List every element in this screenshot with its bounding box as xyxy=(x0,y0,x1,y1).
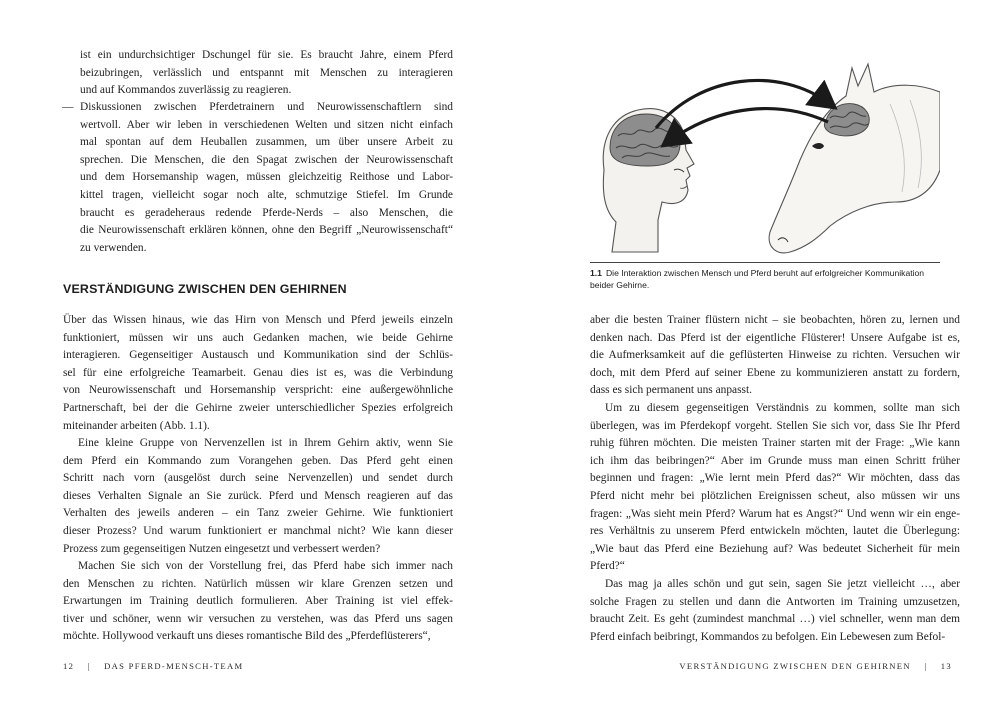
left-footer xyxy=(63,661,243,671)
text-line: dieser Prozess? Und warum funktioniert er manchmal nicht? Wie kann dieser xyxy=(63,524,453,537)
text-line: ich ihm das beibringen?“ Aber im Grunde muss man einen Schritt früher xyxy=(590,454,960,467)
arrow-horse-to-human xyxy=(668,109,828,142)
figure-illustration xyxy=(590,52,940,262)
text-line: Über das Wissen hinaus, wie das Hirn von Mensch und Pferd jeweils einzeln xyxy=(63,314,453,326)
page-number: 12 xyxy=(63,661,75,671)
text-line: fragen: „Was sieht mein Pferd? Warum hat es Angst?“ Und wenn wir ein enge- xyxy=(590,507,960,520)
text-line: miteinander arbeiten (Abb. 1.1). xyxy=(63,419,210,432)
text-line: Diskussionen zwischen Pferdetrainern und Neurowissenschaftlern sind xyxy=(80,101,453,113)
footer-separator: | xyxy=(87,661,91,671)
figure-caption xyxy=(590,267,950,292)
body-paragraph-1 xyxy=(63,312,453,435)
right-page xyxy=(504,0,1008,713)
text-line: beginnen und fragen: „Wie lernt mein Pferd das?“ Wir möchten, dass das xyxy=(590,472,960,485)
text-line: und auf Kommandos zuverlässig zu reagieren. xyxy=(80,84,292,97)
dash-item-text xyxy=(80,99,453,257)
text-line: den Menschen zu richten. Natürlich müssen wir klare Grenzen setzen und xyxy=(63,577,453,590)
caption-text: Die Interaktion zwischen Mensch und Pferd beruht auf erfolgreicher Kommunikation beider Gehirne. xyxy=(590,268,925,291)
text-line: Machen Sie sich von der Vorstellung frei, das Pferd habe sich immer nach xyxy=(78,560,453,572)
body-paragraph-4 xyxy=(590,312,960,400)
text-line: tiver und schöner, wenn wir versuchen zu verstehen, was das Pferd uns sagen xyxy=(63,612,453,625)
text-line: Erwartungen im Training deutlich formulieren. Aber Training ist viel effek- xyxy=(63,595,453,608)
text-line: Das mag ja alles schön und gut sein, sagen Sie jetzt vielleicht …, aber xyxy=(605,578,960,590)
body-paragraph-5 xyxy=(590,400,960,576)
page-number: 13 xyxy=(940,661,952,671)
text-line: dem Pferd ein Kommando zum Vorangehen geben. Das Pferd geht einen xyxy=(63,454,453,467)
text-line: solche Fragen zu stellen und dann die Antworten im Training umzusetzen, xyxy=(590,595,960,608)
dash-bullet: — xyxy=(62,101,74,113)
text-line: wertvoll. Aber wir leben in verschiedenen Welten und sitzen nicht einfach xyxy=(80,118,453,131)
text-line: ruhig führen möchten. Die meisten Trainer starten mit der Frage: „Wie kann xyxy=(590,437,960,450)
text-line: aber die besten Trainer flüstern nicht – sie beobachten, hören zu, lernen und xyxy=(590,314,960,326)
text-line: möchte. Hollywood verkauft uns dieses romantische Bild des „Pferdeflüsterers“, xyxy=(63,630,431,643)
text-line: überlegen, was im Pferdekopf vorgeht. Stellen Sie sich vor, dass Sie Ihr Pferd xyxy=(590,419,960,432)
intro-paragraph xyxy=(80,47,453,100)
text-line: Pferd einfach beibringt, Kommandos zu befolgen. Ein Lebewesen zum Befol- xyxy=(590,630,946,643)
text-line: „Wie baut das Pferd eine Beziehung auf? Was bedeutet Sicherheit für mein xyxy=(590,542,960,555)
caption-number: 1.1 xyxy=(590,268,602,278)
text-line: Partnerschaft, bei der die Gehirne zweier unterschiedlicher Spezies erfolgreich xyxy=(63,401,453,414)
human-head-icon xyxy=(603,109,694,252)
body-paragraph-2 xyxy=(63,435,453,558)
text-line: mal spontan auf dem Heuballen zusammen, um über unsere Arbeit zu xyxy=(80,136,453,149)
text-line: Eine kleine Gruppe von Nervenzellen ist in Ihrem Gehirn aktiv, wenn Sie xyxy=(78,437,453,449)
text-line: Um zu diesem gegenseitigen Verständnis zu kommen, sollte man sich xyxy=(605,402,960,414)
text-line: sprechen. Die Menschen, die den Spagat zwischen der Neurowissenschaft xyxy=(80,153,453,166)
text-line: Schritt nach vorn (ausgelöst durch seine Nervenzellen) und sendet durch xyxy=(63,472,453,485)
text-line: Pferd?“ xyxy=(590,560,625,573)
figure-rule xyxy=(590,262,940,263)
text-line: funktioniert, müssen wir uns auch Gedanken machen, wie beide Gehirne xyxy=(63,331,453,344)
text-line: doch, mit dem Pferd auf seiner Ebene zu kommunizieren anstatt zu fordern, xyxy=(590,366,960,379)
section-heading: VERSTÄNDIGUNG ZWISCHEN DEN GEHIRNEN xyxy=(63,282,347,296)
body-paragraph-3 xyxy=(63,558,453,646)
text-line: interagieren. Gegenseitiger Austausch und Kommunikation sind der Schlüs- xyxy=(63,349,453,362)
text-line: Verhalten des jeweils anderen – ein Tanz zweier Gehirne. Wie funktioniert xyxy=(63,507,453,520)
horse-head-icon xyxy=(769,64,940,253)
text-line: dass es sich permanent uns anpasst. xyxy=(590,384,752,397)
text-line: die Aufmerksamkeit auf die geflüsterten Hinweise zu richten. Versuchen wir xyxy=(590,349,960,362)
text-line: braucht es geradeheraus redende Pferde-Nerds – also Menschen, die xyxy=(80,206,453,219)
text-line: die Neurowissenschaft erklären können, ohne den Begriff „Neurowissenschaft“ xyxy=(80,224,453,237)
running-title: DAS PFERD-MENSCH-TEAM xyxy=(104,661,244,671)
text-line: und dem Horsemanship wagen, müssen gleichzeitig Reithose und Labor- xyxy=(80,171,453,184)
text-line: denken nach. Das Pferd ist der eigentliche Flüsterer! Unsere Aufgabe ist es, xyxy=(590,331,960,344)
text-line: sel für eine erfolgreiche Teamarbeit. Genau dies ist es, was die Verbindung xyxy=(63,366,453,379)
text-line: von Neurowissenschaft und Horsemanship verspricht: eine außergewöhnliche xyxy=(63,384,453,397)
running-title: VERSTÄNDIGUNG ZWISCHEN DEN GEHIRNEN xyxy=(679,661,911,671)
text-line: kittel tragen, vielleicht sogar noch alte, schmutzige Stiefel. Im Grunde xyxy=(80,188,453,201)
text-line: dieses Verhalten Signale an Sie zurück. Pferd und Mensch reagieren auf das xyxy=(63,489,453,502)
text-line: braucht Zeit. Es geht (zumindest manchmal …) viel schneller, wenn man dem xyxy=(590,613,960,626)
text-line: ist ein undurchsichtiger Dschungel für sie. Es braucht Jahre, einem Pferd xyxy=(80,49,453,61)
human-horse-brain-illustration xyxy=(590,52,940,262)
text-line: beizubringen, verlässlich und entspannt mit Menschen zu interagieren xyxy=(80,66,453,79)
arrow-human-to-horse xyxy=(656,80,830,128)
text-line: res Verhältnis zu unserem Pferd entwickeln möchten, lautet die Überlegung: xyxy=(590,525,960,538)
right-footer xyxy=(679,661,952,671)
dash-list-item xyxy=(62,99,453,257)
text-line: Pferd nicht mehr bei plötzlichen Ereignissen scheut, also müssen wir uns xyxy=(590,489,960,502)
body-paragraph-6 xyxy=(590,576,960,646)
text-line: Prozess zum gegenseitigen Nutzen eingesetzt und verbessert werden? xyxy=(63,542,381,555)
footer-separator: | xyxy=(924,661,928,671)
text-line: zu verwenden. xyxy=(80,241,147,254)
